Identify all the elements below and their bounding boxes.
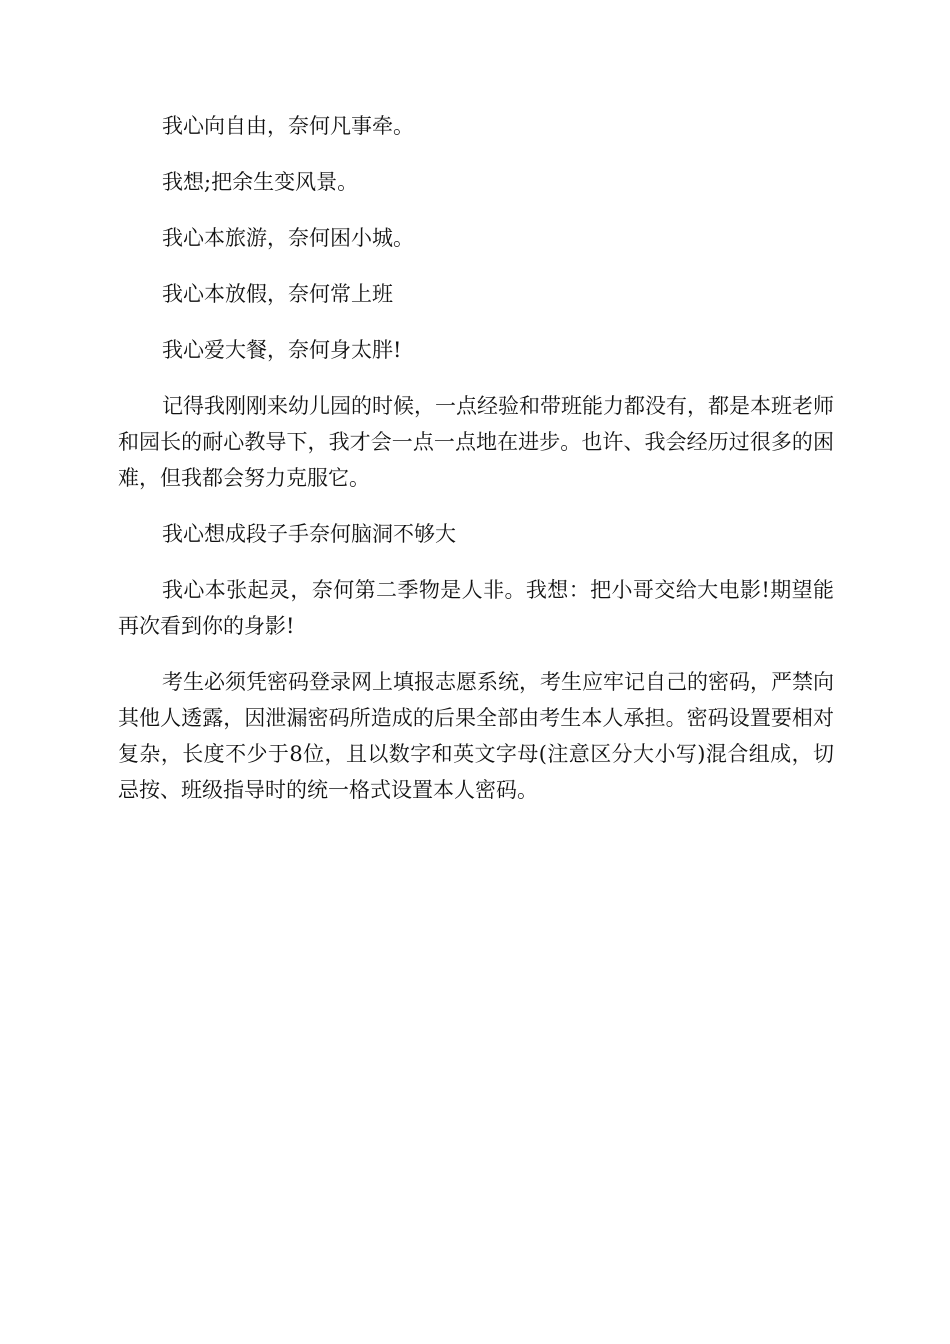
paragraph: 我心本放假，奈何常上班 [162, 282, 393, 306]
paragraph: 我心本张起灵，奈何第二季物是人非。我想：把小哥交给大电影!期望能再次看到你的身影! [118, 578, 834, 638]
paragraph: 我心本旅游，奈何困小城。 [162, 226, 414, 250]
paragraph: 我心爱大餐，奈何身太胖! [162, 338, 402, 362]
paragraph: 考生必须凭密码登录网上填报志愿系统，考生应牢记自己的密码，严禁向其他人透露，因泄漏密码所造成的后果全部由考生本人承担。密码设置要相对复杂，长度不少于8位，且以数字和英文字母(注意区分大小写)混合组成，切忌按、班级指导时的统一格式设置本人密码。 [118, 670, 834, 802]
paragraph: 我心向自由，奈何凡事牵。 [162, 114, 414, 138]
paragraph: 我心想成段子手奈何脑洞不够大 [162, 522, 456, 546]
document-body [118, 108, 834, 828]
paragraph: 记得我刚刚来幼儿园的时候，一点经验和带班能力都没有，都是本班老师和园长的耐心教导下，我才会一点一点地在进步。也许、我会经历过很多的困难，但我都会努力克服它。 [118, 394, 834, 490]
paragraph: 我想;把余生变风景。 [162, 170, 359, 194]
